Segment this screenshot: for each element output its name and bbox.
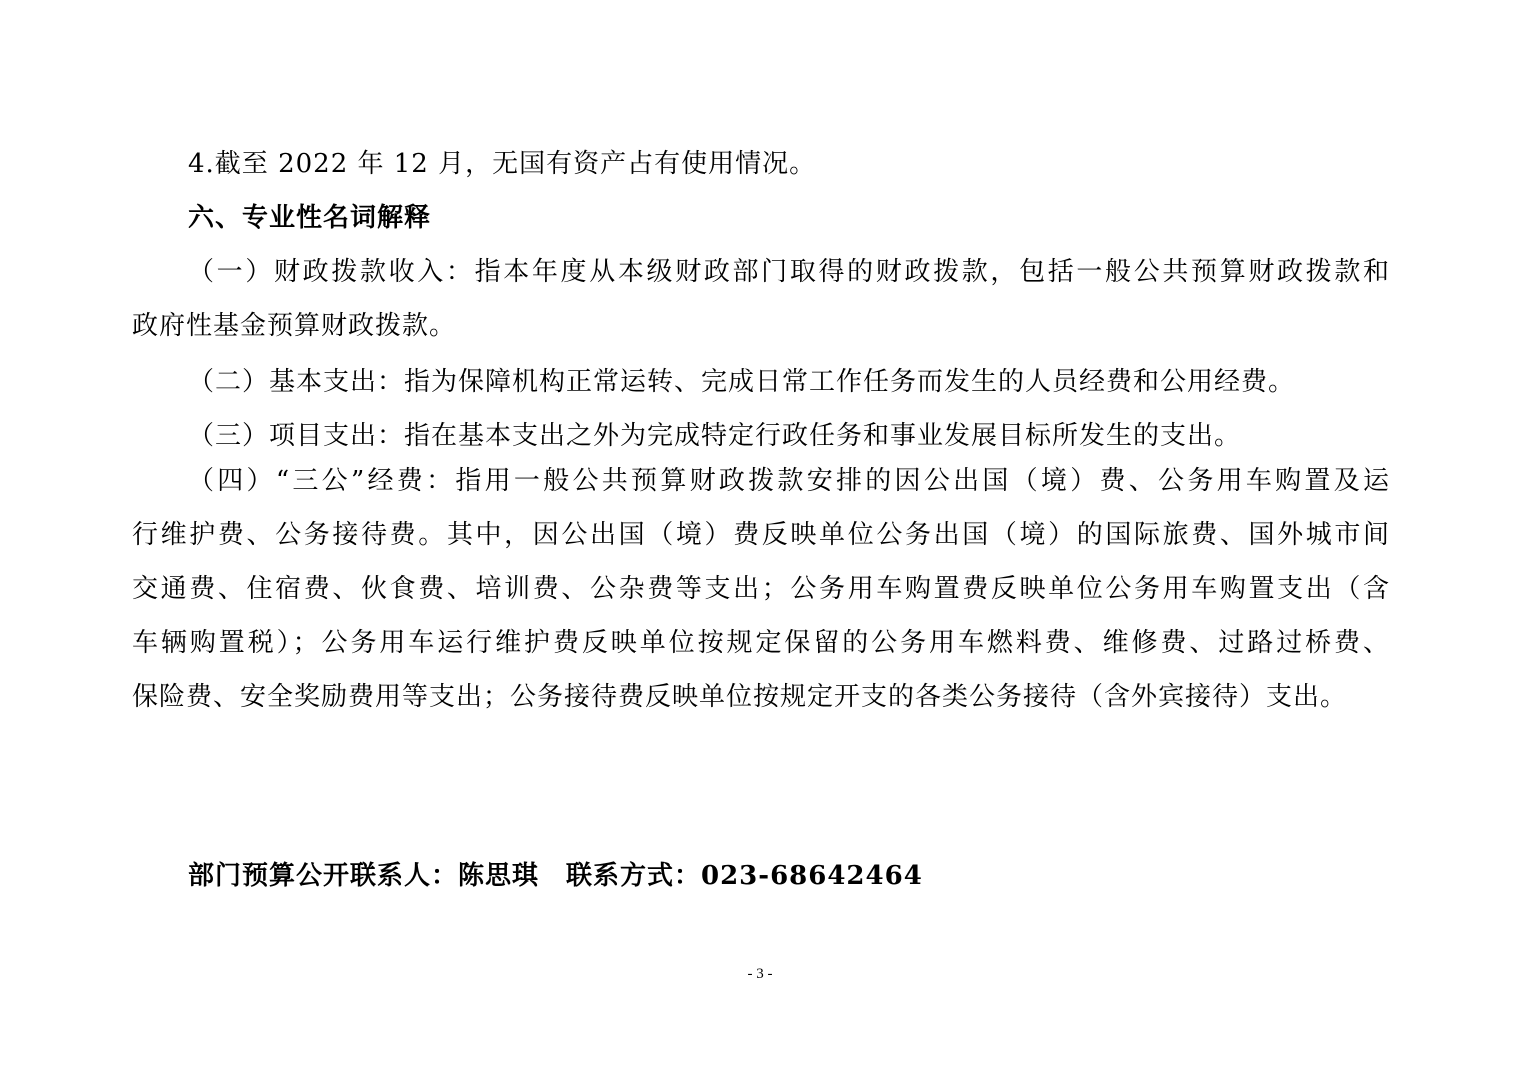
item-4-line: 保险费、安全奖励费用等支出；公务接待费反映单位按规定开支的各类公务接待（含外宾接待）支出。 <box>132 682 1348 712</box>
item-4-line: 行维护费、公务接待费。其中，因公出国（境）费反映单位公务出国（境）的国际旅费、国外城市间 <box>132 520 1390 550</box>
item-1-line: 政府性基金预算财政拨款。 <box>132 311 457 341</box>
item-3-paragraph: （三）项目支出：指在基本支出之外为完成特定行政任务和事业发展目标所发生的支出。 <box>188 421 1242 451</box>
item-4-paragraph <box>132 465 1390 713</box>
page-number: - 3 - <box>747 966 773 982</box>
item-4-line: 车辆购置税）；公务用车运行维护费反映单位按规定保留的公务用车燃料费、维修费、过路过桥费、 <box>132 628 1390 658</box>
contact-line: 部门预算公开联系人：陈思琪 联系方式：023-68642464 <box>188 861 923 891</box>
item-4-line: （四）“三公”经费：指用一般公共预算财政拨款安排的因公出国（境）费、公务用车购置及运 <box>188 466 1390 496</box>
item-2-paragraph: （二）基本支出：指为保障机构正常运转、完成日常工作任务而发生的人员经费和公用经费。 <box>188 367 1296 397</box>
section-heading: 六、专业性名词解释 <box>188 203 432 233</box>
item-4-line: 交通费、住宿费、伙食费、培训费、公杂费等支出；公务用车购置费反映单位公务用车购置支出（含 <box>132 574 1390 604</box>
asset-paragraph: 4.截至 2022 年 12 月，无国有资产占有使用情况。 <box>188 149 817 179</box>
item-1-paragraph <box>132 256 1390 342</box>
item-1-line: （一）财政拨款收入：指本年度从本级财政部门取得的财政拨款，包括一般公共预算财政拨款和 <box>188 257 1390 287</box>
